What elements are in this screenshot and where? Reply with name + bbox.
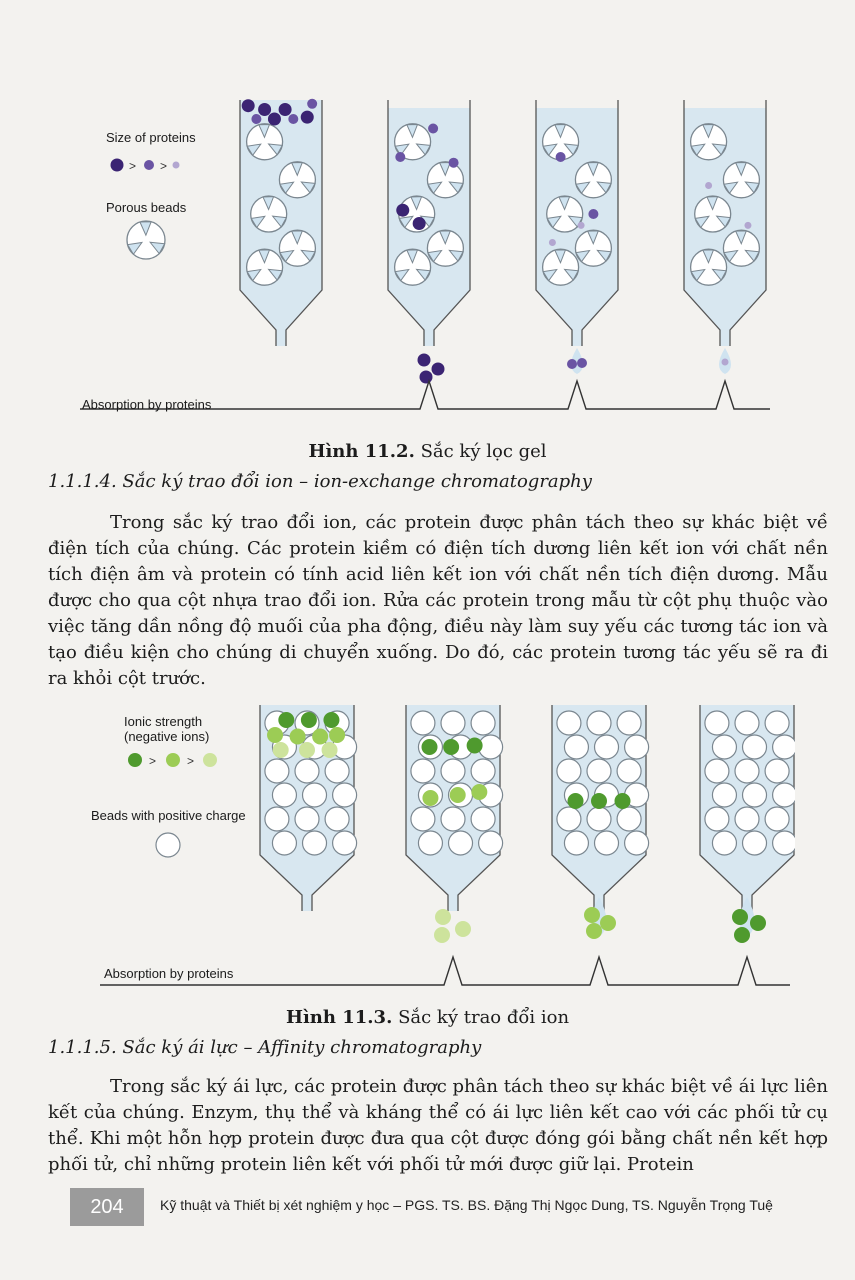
- paragraph-ion-exchange: [48, 510, 828, 692]
- charged-bead: [743, 831, 767, 855]
- ion-protein: [290, 729, 306, 745]
- eluted-protein: [418, 354, 431, 367]
- porous-bead: [691, 249, 727, 285]
- protein-molecule: [268, 113, 281, 126]
- caption-title-2: Sắc ký trao đổi ion: [392, 1007, 570, 1028]
- charged-bead: [617, 807, 641, 831]
- charged-bead: [564, 735, 588, 759]
- charged-bead: [325, 807, 349, 831]
- ion-protein: [329, 727, 345, 743]
- charged-bead: [471, 807, 495, 831]
- charged-bead: [557, 711, 581, 735]
- charged-bead: [325, 759, 349, 783]
- legend-gt: >: [187, 754, 195, 768]
- charged-bead: [272, 783, 296, 807]
- protein-molecule: [307, 99, 317, 109]
- protein-molecule: [744, 222, 751, 229]
- charged-bead: [705, 711, 729, 735]
- charged-bead: [303, 783, 327, 807]
- ion-protein: [273, 742, 289, 758]
- protein-molecule: [395, 152, 405, 162]
- charged-bead: [411, 759, 435, 783]
- legend-protein-small: [173, 162, 180, 169]
- charged-bead: [625, 831, 649, 855]
- ion-protein: [591, 793, 607, 809]
- page-number: 204: [70, 1188, 144, 1226]
- protein-molecule: [705, 182, 712, 189]
- label-ionic-strength: Ionic strength: [124, 714, 203, 729]
- charged-bead: [625, 735, 649, 759]
- label-size-of-proteins: Size of proteins: [106, 130, 196, 145]
- ion-protein: [586, 923, 602, 939]
- ion-protein: [434, 927, 450, 943]
- porous-bead: [691, 124, 727, 160]
- protein-molecule: [549, 239, 556, 246]
- label-beads-positive: Beads with positive charge: [91, 808, 246, 823]
- ion-protein: [568, 793, 584, 809]
- porous-bead: [427, 162, 463, 198]
- charged-bead: [303, 831, 327, 855]
- section-heading-affinity: 1.1.1.5. Sắc ký ái lực – Affinity chromatography: [48, 1037, 482, 1058]
- eluted-protein: [577, 358, 587, 368]
- section-heading-ion-exchange: 1.1.1.4. Sắc ký trao đổi ion – ion-exchange chromatography: [48, 471, 592, 492]
- ion-protein: [435, 909, 451, 925]
- charged-bead: [333, 783, 357, 807]
- ion-protein: [734, 927, 750, 943]
- charged-bead: [743, 783, 767, 807]
- charged-bead: [712, 783, 736, 807]
- porous-bead: [395, 249, 431, 285]
- porous-bead: [575, 162, 611, 198]
- ion-protein: [301, 712, 317, 728]
- porous-bead: [127, 221, 165, 259]
- charged-bead: [265, 759, 289, 783]
- charged-bead: [557, 807, 581, 831]
- charged-bead: [617, 711, 641, 735]
- charged-bead: [705, 759, 729, 783]
- protein-molecule: [251, 114, 261, 124]
- charged-bead: [587, 711, 611, 735]
- caption-number-2: Hình 11.3.: [285, 1007, 393, 1028]
- legend-ion-strong: [128, 753, 142, 767]
- caption-title-1: Sắc ký lọc gel: [414, 441, 547, 462]
- charged-bead: [773, 735, 795, 759]
- charged-bead: [418, 831, 442, 855]
- ion-protein: [278, 712, 294, 728]
- charged-bead: [265, 807, 289, 831]
- porous-bead: [251, 196, 287, 232]
- charged-bead: [735, 711, 759, 735]
- charged-bead: [617, 759, 641, 783]
- legend-ion-weak: [203, 753, 217, 767]
- charged-bead: [712, 831, 736, 855]
- protein-molecule: [556, 152, 566, 162]
- figure-caption-1: [0, 441, 855, 462]
- protein-molecule: [242, 99, 255, 112]
- ion-protein: [299, 742, 315, 758]
- charged-bead: [595, 735, 619, 759]
- eluted-protein: [567, 359, 577, 369]
- charged-bead: [765, 807, 789, 831]
- ion-protein: [322, 742, 338, 758]
- charged-bead: [441, 759, 465, 783]
- legend-gt: >: [149, 754, 157, 768]
- porous-bead: [279, 230, 315, 266]
- porous-bead: [695, 196, 731, 232]
- protein-molecule: [428, 124, 438, 134]
- protein-molecule: [258, 103, 271, 116]
- paragraph-text-2: Trong sắc ký ái lực, các protein được phân tách theo sự khác biệt về ái lực liên kết của chúng. Enzym, thụ thể và kháng thể có ái lực liên kết cao với các phối tử cụ thể. Khi một hỗn hợp protein được đưa qua cột được đóng gói bằng chất nền kết hợp phối tử, chỉ những protein liên kết với phối tử mới được giữ lại. Protein: [48, 1076, 828, 1175]
- paragraph-text-1: Trong sắc ký trao đổi ion, các protein được phân tách theo sự khác biệt về điện tích của chúng. Các protein kiềm có điện tích dương liên kết ion với chất nền tích điện âm và protein có tính acid liên kết ion với chất nền tích điện dương. Mẫu được cho qua cột nhựa trao đổi ion. Rửa các protein trong mẫu từ cột phụ thuộc vào việc tăng dần nồng độ muối của pha động, điều này làm suy yếu các tương tác ion và tạo điều kiện cho chúng di chuyển xuống. Do đó, các protein tương tác yếu sẽ ra đi ra khỏi cột trước.: [48, 512, 828, 689]
- paragraph-affinity: [48, 1074, 828, 1178]
- legend-gt: >: [129, 159, 137, 173]
- charged-bead: [449, 831, 473, 855]
- ion-protein: [600, 915, 616, 931]
- ion-protein: [323, 712, 339, 728]
- charged-bead: [272, 831, 296, 855]
- ion-exchange-figure: [60, 695, 795, 995]
- ion-protein: [443, 739, 459, 755]
- label-porous-beads: Porous beads: [106, 200, 187, 215]
- ion-protein: [584, 907, 600, 923]
- protein-molecule: [588, 209, 598, 219]
- charged-bead: [705, 807, 729, 831]
- protein-molecule: [396, 204, 409, 217]
- charged-bead: [735, 759, 759, 783]
- ion-protein: [732, 909, 748, 925]
- gel-filtration-figure: [60, 88, 795, 428]
- label-absorption-2: Absorption by proteins: [104, 966, 234, 981]
- figure-caption-2: [0, 1007, 855, 1028]
- protein-molecule: [288, 114, 298, 124]
- label-absorption-1: Absorption by proteins: [82, 397, 212, 412]
- porous-bead: [427, 230, 463, 266]
- protein-molecule: [413, 217, 426, 230]
- charged-bead: [333, 831, 357, 855]
- charged-bead: [587, 807, 611, 831]
- charged-bead: [557, 759, 581, 783]
- ion-protein: [422, 790, 438, 806]
- ion-protein: [450, 787, 466, 803]
- porous-bead: [543, 249, 579, 285]
- page-footer: [70, 1188, 830, 1226]
- caption-number-1: Hình 11.2.: [308, 441, 415, 462]
- charged-bead: [564, 831, 588, 855]
- legend-protein-large: [111, 159, 124, 172]
- legend-positive-bead: [156, 833, 180, 857]
- label-negative-ions: (negative ions): [124, 729, 210, 744]
- porous-bead: [547, 196, 583, 232]
- charged-bead: [441, 711, 465, 735]
- charged-bead: [765, 759, 789, 783]
- charged-bead: [773, 783, 795, 807]
- protein-molecule: [449, 158, 459, 168]
- protein-molecule: [578, 222, 585, 229]
- ion-protein: [455, 921, 471, 937]
- porous-bead: [247, 249, 283, 285]
- ion-protein: [422, 739, 438, 755]
- charged-bead: [735, 807, 759, 831]
- charged-bead: [411, 807, 435, 831]
- legend-protein-medium: [144, 160, 154, 170]
- legend-ion-medium: [166, 753, 180, 767]
- ion-protein: [312, 729, 328, 745]
- charged-bead: [595, 831, 619, 855]
- ion-protein: [471, 784, 487, 800]
- running-head: Kỹ thuật và Thiết bị xét nghiệm y học – PGS. TS. BS. Đặng Thị Ngọc Dung, TS. Nguyễn Trọng Tuệ: [160, 1197, 773, 1213]
- charged-bead: [471, 759, 495, 783]
- ion-protein: [467, 738, 483, 754]
- eluted-protein: [420, 371, 433, 384]
- charged-bead: [441, 807, 465, 831]
- charged-bead: [295, 807, 319, 831]
- eluted-protein: [432, 363, 445, 376]
- charged-bead: [479, 831, 503, 855]
- porous-bead: [723, 162, 759, 198]
- charged-bead: [765, 711, 789, 735]
- charged-bead: [295, 759, 319, 783]
- porous-bead: [723, 230, 759, 266]
- charged-bead: [471, 711, 495, 735]
- ion-protein: [267, 727, 283, 743]
- porous-bead: [247, 124, 283, 160]
- charged-bead: [712, 735, 736, 759]
- legend-gt: >: [160, 159, 168, 173]
- ion-protein: [750, 915, 766, 931]
- porous-bead: [575, 230, 611, 266]
- protein-molecule: [301, 111, 314, 124]
- ion-protein: [615, 793, 631, 809]
- eluted-protein: [722, 359, 729, 366]
- charged-bead: [411, 711, 435, 735]
- charged-bead: [743, 735, 767, 759]
- charged-bead: [587, 759, 611, 783]
- protein-molecule: [279, 103, 292, 116]
- porous-bead: [279, 162, 315, 198]
- charged-bead: [773, 831, 795, 855]
